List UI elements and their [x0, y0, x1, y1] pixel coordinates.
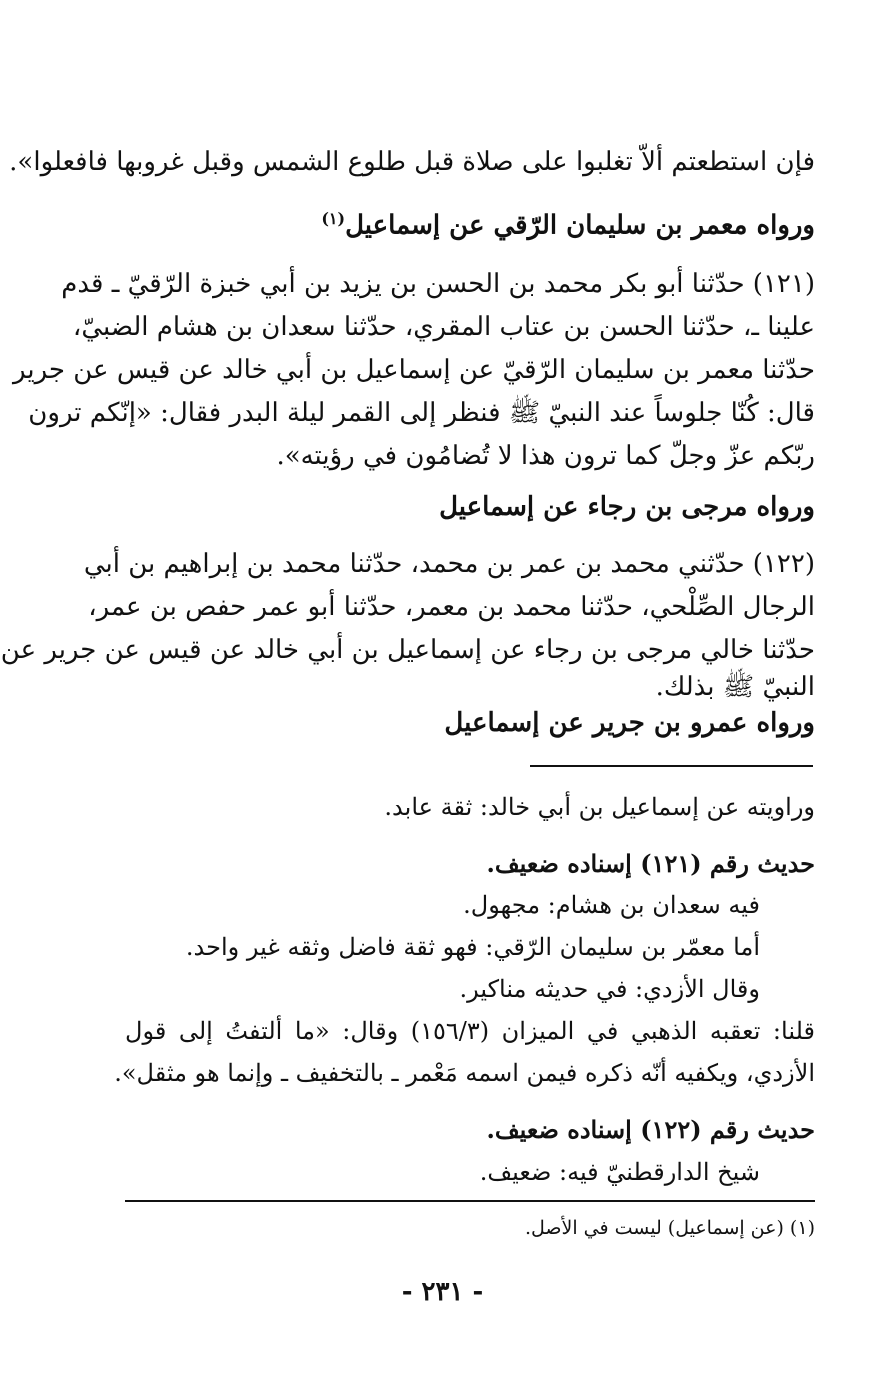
- heading-text: ورواه معمر بن سليمان الرّقي عن إسماعيل: [345, 210, 815, 241]
- page-number: - ٢٣١ -: [401, 1277, 484, 1307]
- note-line: فيه سعدان بن هشام: مجهول.: [463, 891, 760, 919]
- section-heading: [125, 202, 815, 243]
- note-line: شيخ الدارقطنيّ فيه: ضعيف.: [479, 1158, 760, 1186]
- note-line: قلنا: تعقبه الذهبي في الميزان (١٥٦/٣) وقال: «ما ألتفتُ إلى قول: [125, 1017, 815, 1045]
- hadith-122-line: حدّثنا خالي مرجى بن رجاء عن إسماعيل بن أبي خالد عن قيس عن جرير عن: [0, 635, 815, 665]
- note-heading: حديث رقم (١٢١) إسناده ضعيف.: [486, 849, 815, 878]
- note-heading: حديث رقم (١٢٢) إسناده ضعيف.: [486, 1115, 815, 1144]
- hadith-121-line: قال: كُنّا جلوساً عند النبيّ ﷺ فنظر إلى القمر ليلة البدر فقال: «إنّكم ترون: [28, 398, 815, 428]
- note-line: وقال الأزدي: في حديثه مناكير.: [459, 975, 760, 1003]
- note-line: الأزدي، ويكفيه أنّه ذكره فيمن اسمه مَعْمر ـ بالتخفيف ـ وإنما هو مثقل».: [114, 1059, 815, 1087]
- hadith-122-line: الرجال الصِّلْحي، حدّثنا محمد بن معمر، حدّثنا أبو عمر حفص بن عمر،: [88, 592, 815, 622]
- footnote: (١) (عن إسماعيل) ليست في الأصل.: [524, 1217, 815, 1239]
- hadith-121-line: علينا ـ، حدّثنا الحسن بن عتاب المقري، حدّثنا سعدان بن هشام الضبيّ،: [72, 312, 815, 342]
- hadith-122-line: (١٢٢) حدّثني محمد بن عمر بن محمد، حدّثنا محمد بن إبراهيم بن أبي: [83, 549, 815, 579]
- hadith-121-line: حدّثنا معمر بن سليمان الرّقيّ عن إسماعيل بن أبي خالد عن قيس عن جرير: [13, 355, 815, 385]
- text-line: فإن استطعتم ألاّ تغلبوا على صلاة قبل طلوع الشمس وقبل غروبها فافعلوا».: [9, 147, 815, 177]
- hadith-121-line: (١٢١) حدّثنا أبو بكر محمد بن الحسن بن يزيد بن أبي خبزة الرّقيّ ـ قدم: [61, 269, 815, 299]
- footnote-divider: [125, 1200, 815, 1202]
- notes-divider: [530, 765, 813, 767]
- note-line: أما معمّر بن سليمان الرّقي: فهو ثقة فاضل وثقه غير واحد.: [185, 933, 760, 961]
- section-heading: ورواه عمرو بن جرير عن إسماعيل: [444, 708, 815, 738]
- section-heading: ورواه مرجى بن رجاء عن إسماعيل: [439, 492, 815, 522]
- note-line: وراويته عن إسماعيل بن أبي خالد: ثقة عابد.: [384, 793, 815, 821]
- hadith-122-line: النبيّ ﷺ بذلك.: [655, 672, 815, 702]
- footnote-ref: (١): [321, 209, 346, 228]
- hadith-121-line: ربّكم عزّ وجلّ كما ترون هذا لا تُضامُون في رؤيته».: [276, 441, 815, 471]
